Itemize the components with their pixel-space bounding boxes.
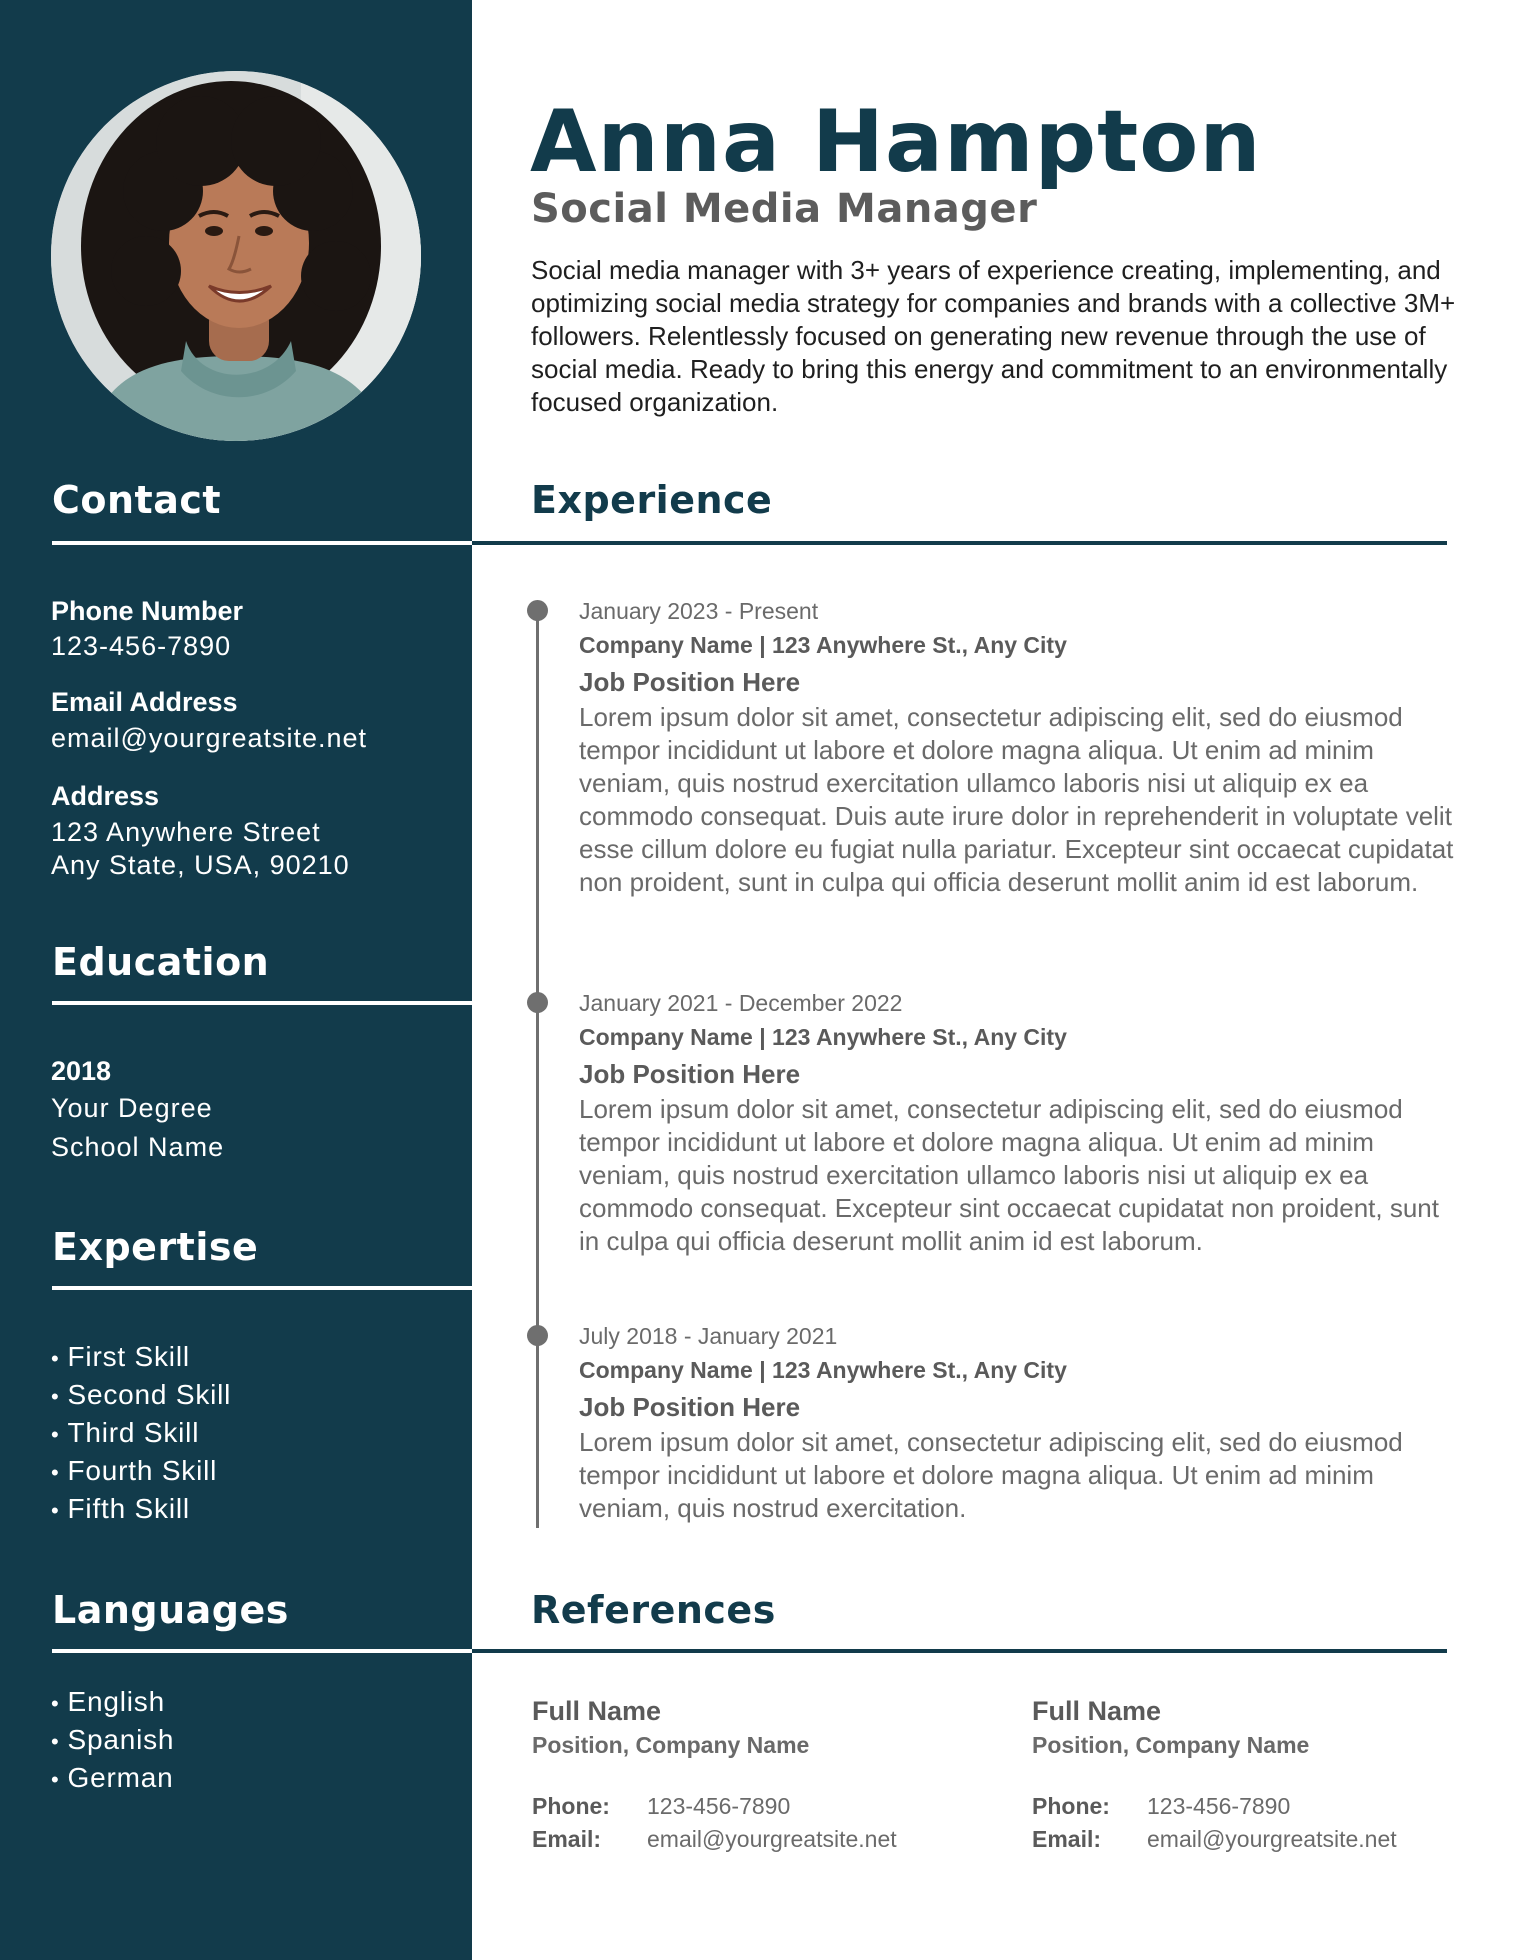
job-description: Lorem ipsum dolor sit amet, consectetur adipiscing elit, sed do eiusmod tempor incididunt ut labore et dolore magna aliqua. Ut enim ad minim veniam, quis nostrud exercitation ullamco laboris nisi ut aliquip ex ea commodo consequat. Excepteur sint occaecat cupidatat non proident, sunt in culpa qui officia deserunt mollit anim id est laborum. xyxy=(579,1094,1439,1256)
job-date: January 2023 - Present xyxy=(579,598,819,624)
expertise-item: • Fifth Skill xyxy=(51,1490,231,1528)
reference-phone-row xyxy=(532,1790,972,1823)
email-label: Email Address xyxy=(51,687,238,717)
education-degree: Your Degree xyxy=(51,1093,213,1123)
expertise-heading: Expertise xyxy=(52,1225,259,1269)
reference-email: email@yourgreatsite.net xyxy=(647,1826,897,1852)
timeline-dot xyxy=(527,992,548,1013)
job-description: Lorem ipsum dolor sit amet, consectetur adipiscing elit, sed do eiusmod tempor incididunt ut labore et dolore magna aliqua. Ut enim ad minim veniam, quis nostrud exercitation ullamco laboris nisi ut aliquip ex ea commodo consequat. Duis aute irure dolor in reprehenderit in voluptate velit esse cillum dolore eu fugiat nulla pariatur. Excepteur sint occaecat cupidatat non proident, sunt in culpa qui officia deserunt mollit anim id est laborum. xyxy=(579,702,1454,897)
reference-name: Full Name xyxy=(532,1696,662,1726)
reference-card xyxy=(532,1694,972,1856)
experience-entry xyxy=(579,987,1459,1258)
sidebar xyxy=(0,0,472,1960)
references-divider xyxy=(472,1649,1447,1653)
phone-value: 123-456-7890 xyxy=(51,631,232,661)
experience-heading: Experience xyxy=(531,478,773,522)
education-heading: Education xyxy=(52,940,270,984)
reference-name: Full Name xyxy=(1032,1696,1162,1726)
language-item: • Spanish xyxy=(51,1721,174,1759)
email-value: email@yourgreatsite.net xyxy=(51,723,368,753)
expertise-item: • Second Skill xyxy=(51,1376,231,1414)
job-date: July 2018 - January 2021 xyxy=(579,1323,838,1349)
language-item: • German xyxy=(51,1759,174,1797)
reference-email: email@yourgreatsite.net xyxy=(1147,1826,1397,1852)
timeline-line xyxy=(536,610,539,1528)
languages-heading: Languages xyxy=(52,1588,289,1632)
references-heading: References xyxy=(531,1588,776,1632)
expertise-item: • First Skill xyxy=(51,1338,231,1376)
timeline-dot xyxy=(527,1325,548,1346)
reference-email-row xyxy=(1032,1823,1472,1856)
experience-divider xyxy=(472,541,1447,545)
experience-entry xyxy=(579,1320,1459,1525)
experience-entry xyxy=(579,595,1459,899)
languages-divider xyxy=(52,1649,472,1653)
education-school: School Name xyxy=(51,1132,225,1162)
languages-list xyxy=(51,1683,174,1797)
job-title: Social Media Manager xyxy=(531,186,1038,232)
reference-position: Position, Company Name xyxy=(532,1732,810,1758)
job-position: Job Position Here xyxy=(579,667,801,697)
job-company: Company Name | 123 Anywhere St., Any City xyxy=(579,632,1067,658)
job-date: January 2021 - December 2022 xyxy=(579,990,903,1016)
language-item: • English xyxy=(51,1683,174,1721)
job-position: Job Position Here xyxy=(579,1059,801,1089)
profile-summary: Social media manager with 3+ years of experience creating, implementing, and optimizing social media strategy for companies and brands with a collective 3M+ followers. Relentlessly focused on generating new revenue through the use of social media. Ready to bring this energy and commitment to an environmentally focused organization. xyxy=(531,255,1456,417)
contact-heading: Contact xyxy=(52,478,222,522)
education-year: 2018 xyxy=(51,1056,112,1086)
education-divider xyxy=(52,1001,472,1005)
profile-photo xyxy=(51,71,421,441)
address-line-1: 123 Anywhere Street xyxy=(51,817,321,847)
expertise-divider xyxy=(52,1286,472,1290)
reference-phone-label: Phone: xyxy=(1032,1793,1110,1819)
reference-email-label: Email: xyxy=(1032,1826,1102,1852)
address-line-2: Any State, USA, 90210 xyxy=(51,850,350,880)
reference-phone-label: Phone: xyxy=(532,1793,610,1819)
job-company: Company Name | 123 Anywhere St., Any City xyxy=(579,1024,1067,1050)
job-company: Company Name | 123 Anywhere St., Any City xyxy=(579,1357,1067,1383)
candidate-name: Anna Hampton xyxy=(530,92,1262,192)
profile-photo-illustration xyxy=(51,71,421,441)
reference-phone: 123-456-7890 xyxy=(1147,1793,1291,1819)
contact-divider xyxy=(52,541,472,545)
reference-phone: 123-456-7890 xyxy=(647,1793,791,1819)
timeline-dot xyxy=(527,600,548,621)
phone-label: Phone Number xyxy=(51,596,244,626)
job-description: Lorem ipsum dolor sit amet, consectetur adipiscing elit, sed do eiusmod tempor incididunt ut labore et dolore magna aliqua. Ut enim ad minim veniam, quis nostrud exercitation. xyxy=(579,1427,1403,1523)
expertise-item: • Fourth Skill xyxy=(51,1452,231,1490)
address-label: Address xyxy=(51,781,160,811)
expertise-list xyxy=(51,1338,231,1528)
reference-card xyxy=(1032,1694,1472,1856)
reference-email-row xyxy=(532,1823,972,1856)
reference-phone-row xyxy=(1032,1790,1472,1823)
reference-position: Position, Company Name xyxy=(1032,1732,1310,1758)
job-position: Job Position Here xyxy=(579,1392,801,1422)
expertise-item: • Third Skill xyxy=(51,1414,231,1452)
reference-email-label: Email: xyxy=(532,1826,602,1852)
